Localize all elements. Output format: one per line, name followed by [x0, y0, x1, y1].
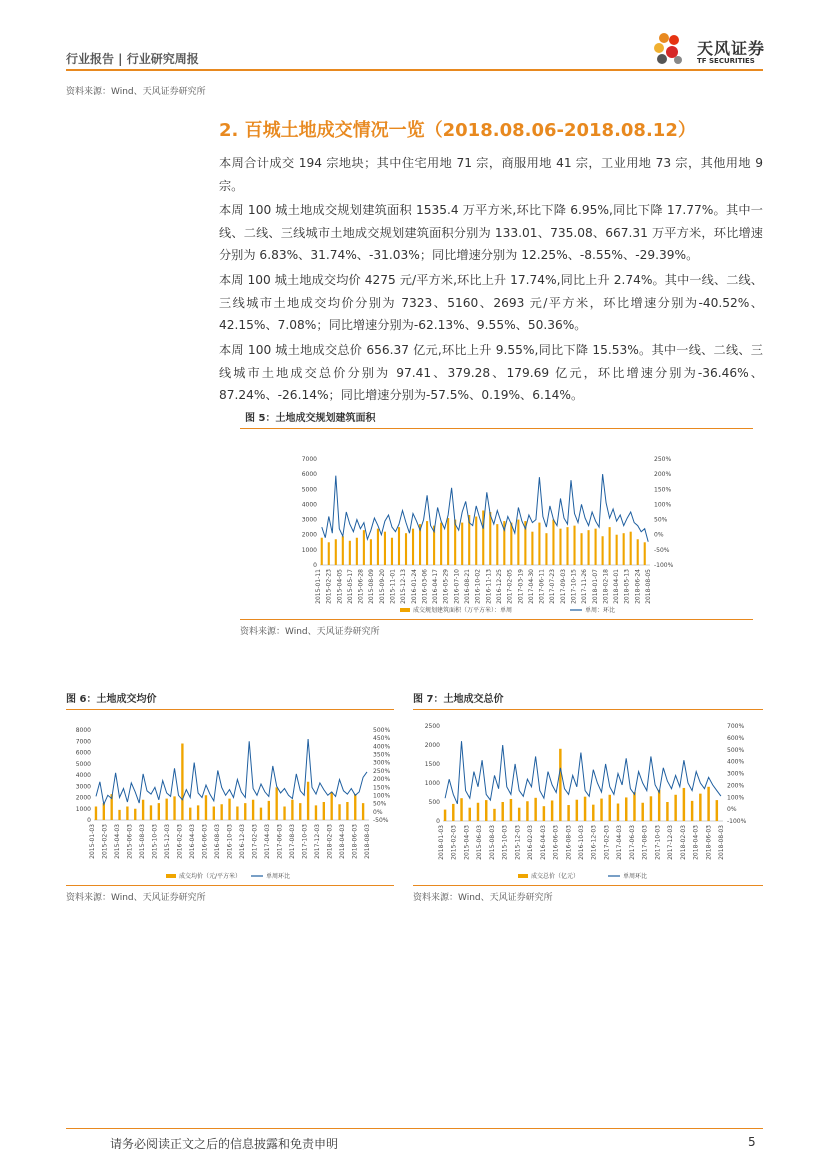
x-tick-label: 2016-08-03 — [565, 825, 573, 860]
y2-tick-label: 700% — [727, 723, 745, 730]
y-tick-label: 0 — [436, 818, 440, 825]
bar — [454, 520, 456, 565]
x-tick-label: 2016-10-03 — [578, 825, 585, 860]
y2-tick-label: 500% — [727, 746, 745, 754]
paragraph-total: 本周 100 城土地成交总价 656.37 亿元,环比上升 9.55%,同比下降 15.53%。其中一线、二线、三线城市土地成交总价分别为 97.41、379.28、179.69 亿元，环比增速分别为-36.46%、87.24%、-26.14%；同比增速分别为-57.5%、0.19%、6.14%。 — [219, 343, 763, 402]
x-tick-label: 2018-06-03 — [705, 825, 713, 860]
bar — [518, 808, 520, 821]
bar — [477, 803, 479, 821]
x-tick-label: 2017-12-03 — [314, 824, 321, 859]
bar — [197, 805, 199, 820]
y2-tick-label: 500% — [373, 727, 391, 734]
y2-tick-label: -50% — [654, 546, 670, 554]
bar — [452, 804, 454, 821]
y2-tick-label: -50% — [373, 817, 389, 824]
x-tick-label: 2017-06-03 — [628, 825, 636, 860]
figure-5-title: 图 5：土地成交规划建筑面积 — [245, 413, 376, 424]
y2-tick-label: 300% — [727, 770, 745, 778]
bar — [118, 810, 120, 820]
bar — [716, 800, 718, 821]
bar — [588, 530, 590, 565]
bar — [349, 541, 351, 565]
x-tick-label: 2016-02-03 — [176, 824, 184, 859]
bar — [666, 802, 668, 821]
y2-tick-label: 150% — [373, 784, 391, 792]
y-tick-label: 2000 — [75, 794, 91, 802]
x-tick-label: 2016-12-03 — [590, 825, 598, 860]
bar — [221, 804, 223, 820]
x-tick-label: 2017-11-26 — [581, 569, 589, 604]
bar — [623, 533, 625, 565]
x-tick-label: 2016-04-17 — [432, 569, 440, 604]
bar — [335, 539, 337, 565]
figure-5-chart — [240, 429, 753, 619]
series-line — [96, 739, 367, 804]
x-tick-label: 2015-02-03 — [450, 825, 458, 860]
bar — [633, 792, 635, 821]
bar — [600, 799, 602, 821]
x-tick-label: 2015-08-03 — [139, 824, 146, 859]
bar — [276, 787, 278, 820]
y2-tick-label: 100% — [727, 794, 745, 802]
bar — [691, 801, 693, 821]
bar — [391, 538, 393, 565]
y-tick-label: 2000 — [424, 742, 440, 749]
y2-tick-label: 150% — [654, 486, 672, 494]
bar — [460, 798, 462, 821]
bar — [447, 518, 449, 565]
y-tick-label: 3000 — [75, 783, 91, 791]
x-tick-label: 2016-12-25 — [495, 569, 503, 604]
y2-tick-label: 50% — [654, 516, 668, 524]
bar — [228, 799, 230, 820]
x-tick-label: 2017-03-19 — [517, 569, 525, 604]
bar — [363, 530, 365, 565]
bar — [552, 520, 554, 565]
bar — [354, 794, 356, 820]
bar — [181, 744, 183, 821]
x-tick-label: 2018-08-05 — [645, 569, 652, 604]
bar — [377, 529, 379, 565]
legend-bar-swatch — [166, 874, 176, 878]
paragraph-area: 本周 100 城土地成交规划建筑面积 1535.4 万平方米,环比下降 6.95%,同比下降 17.77%。其中一线、二线、三线城市土地成交规划建筑面积分别为 133.01、735.08、667.31 万平方米，环比增速分别为 6.83%、31.74%、-31.03%；同比增速分别为 12.25%、-8.55%、-29.39%。 — [219, 203, 763, 262]
x-tick-label: 2015-04-03 — [114, 824, 121, 859]
bar — [510, 799, 512, 821]
bar — [213, 807, 215, 821]
bar — [489, 512, 491, 565]
bar — [493, 809, 495, 821]
x-tick-label: 2018-04-01 — [613, 569, 621, 604]
x-tick-label: 2015-12-03 — [514, 825, 522, 860]
x-tick-label: 2015-08-09 — [368, 569, 376, 604]
bar — [252, 800, 254, 820]
y-tick-label: 2500 — [424, 723, 440, 730]
bar — [356, 538, 358, 565]
x-tick-label: 2015-01-11 — [315, 569, 322, 604]
x-tick-label: 2017-10-03 — [301, 824, 309, 859]
bar — [630, 532, 632, 565]
x-tick-label: 2015-06-03 — [476, 825, 484, 860]
bar — [617, 804, 619, 821]
bar — [338, 804, 340, 820]
x-tick-label: 2017-12-03 — [667, 825, 675, 860]
legend-bar-swatch — [400, 608, 410, 612]
area-chart-svg — [240, 429, 753, 619]
bar — [543, 806, 545, 821]
bar — [510, 523, 512, 565]
bar — [142, 800, 144, 820]
x-tick-label: 2018-02-18 — [602, 569, 610, 604]
y2-tick-label: -100% — [654, 562, 674, 569]
x-tick-label: 2015-04-03 — [463, 825, 471, 860]
paragraph-deals: 本周合计成交 194 宗地块；其中住宅用地 71 宗，商服用地 41 宗，工业用地 73 宗，其他用地 9 宗。 — [219, 156, 763, 193]
x-tick-label: 2016-08-21 — [464, 569, 472, 604]
series-line — [322, 474, 648, 542]
bar — [103, 803, 105, 820]
bar — [173, 796, 175, 820]
bar — [526, 801, 528, 821]
x-tick-label: 2015-02-23 — [325, 569, 333, 604]
bar — [485, 800, 487, 821]
bar — [412, 529, 414, 565]
x-tick-label: 2017-08-03 — [641, 825, 649, 860]
x-tick-label: 2018-02-03 — [679, 825, 687, 860]
y-tick-label: 1000 — [424, 780, 440, 787]
legend-line-label: 单周：环比 — [585, 607, 616, 614]
bar — [362, 803, 364, 820]
x-tick-label: 2017-04-30 — [527, 569, 535, 604]
x-tick-label: 2016-08-03 — [214, 824, 221, 859]
figure-7-title: 图 7：土地成交总价 — [413, 694, 504, 705]
x-tick-label: 2016-06-03 — [201, 824, 209, 859]
x-tick-label: 2016-02-03 — [527, 825, 535, 860]
x-tick-label: 2017-06-03 — [276, 824, 284, 859]
bar — [602, 536, 604, 565]
bar — [592, 805, 594, 821]
y-tick-label: 8000 — [75, 727, 91, 734]
bar — [644, 542, 646, 565]
x-tick-label: 2015-12-13 — [400, 569, 408, 604]
footer-disclaimer: 请务必阅读正文之后的信息披露和免责申明 — [110, 1137, 339, 1151]
y-tick-label: 5000 — [301, 486, 317, 494]
y-tick-label: 7000 — [301, 456, 317, 463]
x-tick-label: 2015-11-01 — [389, 569, 397, 604]
y-tick-label: 7000 — [75, 738, 91, 746]
bar — [205, 795, 207, 820]
y-tick-label: 0 — [87, 817, 91, 824]
bar — [134, 809, 136, 820]
x-tick-label: 2017-07-23 — [549, 569, 557, 604]
x-tick-label: 2016-04-03 — [539, 825, 547, 860]
x-tick-label: 2015-02-03 — [101, 824, 109, 859]
figure-6-title: 图 6：土地成交均价 — [66, 694, 157, 705]
y2-tick-label: 100% — [654, 501, 672, 509]
bar — [501, 802, 503, 821]
y-tick-label: 4000 — [301, 501, 317, 509]
price-chart-svg — [66, 710, 394, 885]
series-line — [445, 741, 721, 804]
bar — [321, 538, 323, 565]
bar — [283, 807, 285, 821]
bar — [566, 527, 568, 565]
bar — [398, 527, 400, 565]
legend-bar-label: 成交均价（元/平方米） — [179, 873, 242, 880]
bar — [384, 532, 386, 565]
x-tick-label: 2015-12-03 — [164, 824, 171, 859]
x-tick-label: 2015-06-28 — [357, 569, 365, 604]
bar — [641, 803, 643, 821]
x-tick-label: 2017-10-03 — [654, 825, 662, 860]
bar — [405, 533, 407, 565]
bar — [517, 520, 519, 565]
y-tick-label: 500 — [428, 799, 440, 806]
bar — [307, 782, 309, 820]
figure-6-bottom-rule — [66, 885, 394, 886]
y-tick-label: 4000 — [75, 772, 91, 779]
x-tick-label: 2016-12-03 — [239, 824, 246, 859]
figure-5 — [240, 409, 753, 637]
bar — [475, 517, 477, 565]
legend-bar-label: 成交规划建筑面积（万平方米）：单周 — [413, 607, 513, 614]
bar — [244, 803, 246, 820]
y2-tick-label: 250% — [373, 767, 391, 775]
y2-tick-label: 350% — [373, 751, 391, 759]
figure-7 — [413, 690, 763, 903]
x-tick-label: 2018-01-07 — [591, 569, 599, 604]
bar — [158, 803, 160, 820]
y2-tick-label: 450% — [373, 735, 391, 743]
x-tick-label: 2015-08-03 — [488, 825, 496, 860]
x-tick-label: 2017-08-03 — [289, 824, 296, 859]
bar — [559, 749, 561, 821]
bar — [637, 539, 639, 565]
y-tick-label: 5000 — [75, 760, 91, 768]
x-tick-label: 2018-01-03 — [438, 825, 445, 860]
section-title: 2. 百城土地成交情况一览（2018.08.06-2018.08.12） — [219, 120, 696, 141]
y2-tick-label: 100% — [373, 792, 391, 800]
y-tick-label: 6000 — [75, 749, 91, 757]
bar — [650, 796, 652, 821]
bar — [551, 800, 553, 821]
x-tick-label: 2015-10-03 — [151, 824, 159, 859]
bar — [616, 535, 618, 565]
x-tick-label: 2018-08-03 — [718, 825, 725, 860]
figure-6-source: 资料来源：Wind、天风证券研究所 — [66, 893, 206, 903]
y-tick-label: 1500 — [424, 761, 440, 768]
bar — [674, 795, 676, 821]
bar — [268, 801, 270, 820]
bar — [699, 794, 701, 821]
x-tick-label: 2018-06-24 — [634, 569, 642, 604]
y-tick-label: 1000 — [75, 805, 91, 813]
x-tick-label: 2015-04-05 — [336, 569, 344, 604]
x-tick-label: 2016-01-24 — [410, 569, 418, 604]
brand-name-cn: 天风证券 — [697, 39, 766, 58]
x-tick-label: 2015-10-03 — [501, 825, 509, 860]
report-header: 行业报告 | 行业研究周报 — [66, 52, 199, 66]
legend-line-label: 单周环比 — [623, 873, 648, 880]
bar — [346, 802, 348, 820]
bar — [469, 808, 471, 821]
x-tick-label: 2017-02-03 — [251, 824, 259, 859]
bar — [260, 808, 262, 820]
bar — [150, 805, 152, 820]
y2-tick-label: 200% — [727, 782, 745, 790]
bar — [189, 808, 191, 820]
bar — [584, 797, 586, 821]
bar — [166, 799, 168, 820]
bar — [331, 792, 333, 820]
bar — [370, 539, 372, 565]
y2-tick-label: -100% — [727, 818, 747, 825]
y2-tick-label: 300% — [373, 759, 391, 767]
x-tick-label: 2016-03-06 — [421, 569, 429, 604]
y2-tick-label: 600% — [727, 734, 745, 742]
figure-5-bottom-rule — [240, 619, 753, 620]
figure-6-chart — [66, 710, 394, 885]
bar — [461, 523, 463, 565]
bar — [707, 787, 709, 821]
bar — [291, 800, 293, 820]
x-tick-label: 2018-02-03 — [326, 824, 334, 859]
y-tick-label: 1000 — [301, 546, 317, 554]
bar — [328, 542, 330, 565]
y2-tick-label: 50% — [373, 800, 387, 808]
footer-divider — [66, 1128, 763, 1129]
bar — [236, 807, 238, 821]
bar — [440, 523, 442, 565]
x-tick-label: 2017-04-03 — [264, 824, 271, 859]
bar — [559, 529, 561, 565]
bar — [323, 802, 325, 820]
bar — [538, 523, 540, 565]
bar — [126, 807, 128, 821]
bar — [531, 532, 533, 565]
y2-tick-label: 200% — [373, 776, 391, 784]
x-tick-label: 2016-10-03 — [226, 824, 234, 859]
legend-line-label: 单周环比 — [266, 873, 291, 880]
page-number: 5 — [748, 1135, 756, 1149]
total-chart-svg — [413, 710, 763, 885]
bar — [580, 533, 582, 565]
x-tick-label: 2017-04-03 — [616, 825, 624, 860]
y-tick-label: 3000 — [301, 516, 317, 524]
x-tick-label: 2016-06-03 — [552, 825, 560, 860]
x-tick-label: 2017-02-03 — [603, 825, 611, 860]
bar — [95, 807, 97, 821]
y2-tick-label: 400% — [373, 743, 391, 751]
bar — [315, 805, 317, 820]
bar — [609, 795, 611, 821]
x-tick-label: 2018-04-03 — [339, 824, 346, 859]
bar — [444, 810, 446, 821]
x-tick-label: 2015-09-20 — [378, 569, 386, 604]
bar — [496, 524, 498, 565]
bar — [534, 798, 536, 821]
x-tick-label: 2016-05-29 — [442, 569, 450, 604]
y2-tick-label: 0% — [727, 806, 737, 814]
y-tick-label: 6000 — [301, 471, 317, 479]
x-tick-label: 2016-10-02 — [474, 569, 482, 604]
brand-name-en: TF SECURITIES — [697, 57, 755, 65]
legend-bar-label: 成交总价（亿元） — [531, 873, 580, 880]
paragraph-price: 本周 100 城土地成交均价 4275 元/平方米,环比上升 17.74%,同比上升 2.74%。其中一线、二线、三线城市土地成交均价分别为 7323、5160、2693 元/平方米，环比增速分别为-40.52%、42.15%、7.08%；同比增速分别为-62.13%、9.55%、50.36%。 — [219, 273, 763, 332]
figure-7-source: 资料来源：Wind、天风证券研究所 — [413, 893, 553, 903]
x-tick-label: 2015-05-17 — [346, 569, 354, 604]
bar — [683, 788, 685, 821]
figure-7-bottom-rule — [413, 885, 763, 886]
x-tick-label: 2018-04-03 — [692, 825, 700, 860]
y2-tick-label: 400% — [727, 758, 745, 766]
bar — [545, 533, 547, 565]
x-tick-label: 2015-01-03 — [89, 824, 96, 859]
bar — [625, 797, 627, 821]
bar — [595, 529, 597, 565]
y2-tick-label: 200% — [654, 471, 672, 479]
bar — [342, 536, 344, 565]
y2-tick-label: 250% — [654, 456, 672, 463]
x-tick-label: 2017-06-11 — [538, 569, 546, 604]
x-tick-label: 2017-10-15 — [570, 569, 578, 604]
y2-tick-label: 0% — [373, 808, 383, 816]
y2-tick-label: 0% — [654, 531, 664, 539]
bar — [299, 803, 301, 820]
bar — [426, 521, 428, 565]
bar — [567, 805, 569, 821]
x-tick-label: 2018-05-13 — [623, 569, 631, 604]
source-note-top: 资料来源：Wind、天风证券研究所 — [66, 87, 206, 97]
figure-7-chart — [413, 710, 763, 885]
x-tick-label: 2016-07-10 — [453, 569, 461, 604]
y-tick-label: 2000 — [301, 531, 317, 539]
x-tick-label: 2018-08-03 — [364, 824, 371, 859]
x-tick-label: 2015-06-03 — [126, 824, 134, 859]
header-divider — [66, 69, 763, 71]
bar — [576, 800, 578, 821]
figure-5-source: 资料来源：Wind、天风证券研究所 — [240, 627, 380, 637]
bar — [573, 526, 575, 565]
y-tick-label: 0 — [313, 562, 317, 569]
x-tick-label: 2016-11-13 — [485, 569, 493, 604]
x-tick-label: 2018-06-03 — [351, 824, 359, 859]
x-tick-label: 2016-04-03 — [189, 824, 196, 859]
bar — [609, 527, 611, 565]
x-tick-label: 2017-09-03 — [559, 569, 567, 604]
x-tick-label: 2017-02-05 — [506, 569, 514, 604]
legend-bar-swatch — [518, 874, 528, 878]
bar — [658, 790, 660, 821]
flower-logo-icon — [648, 28, 698, 68]
figure-6 — [66, 690, 394, 903]
